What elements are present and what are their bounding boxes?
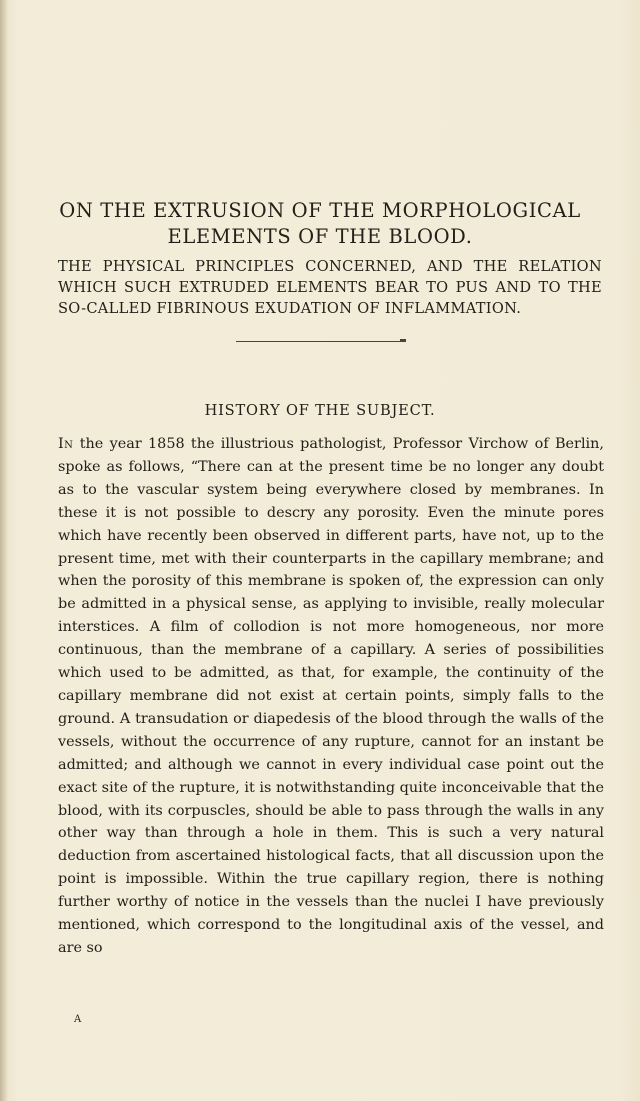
spine-shadow xyxy=(0,0,8,1101)
opening-word: In xyxy=(58,436,74,452)
body-paragraph xyxy=(58,433,604,960)
paragraph-text: the year 1858 the illustrious pathologist, Professor Virchow of Berlin, spoke as follows, “There can at the present time be no longer any doubt as to the vascular system being everywhere closed by membranes. In these it is not possible to descry any porosity. Even the minute pores which have recently been observed in different parts, have not, up to the present time, met with their counterparts in the capillary membrane; and when the porosity of this membrane is spoken of, the expression can only be admitted in a physical sense, as applying to invisible, really molecular interstices. A film of collodion is not more homogeneous, nor more continuous, than the membrane of a capillary. A series of possibilities which used to be admitted, as that, for example, the continuity of the capillary membrane did not exist at certain points, simply falls to the ground. A transudation or diapedesis of the blood through the walls of the vessels, without the occurrence of any rupture, cannot for an instant be admitted; and although we cannot in every individual case point out the exact site of the rupture, it is notwithstanding quite inconceivable that the blood, with its corpuscles, should be able to pass through the walls in any other way than through a hole in them. This is such a very natural deduction from ascertained histological facts, that all discussion upon the point is impossible. Within the true capillary region, there is nothing further worthy of notice in the vessels than the nuclei I have previously mentioned, which correspond to the longitudinal axis of the vessel, and are so xyxy=(58,436,604,956)
article-subtitle: THE PHYSICAL PRINCIPLES CONCERNED, AND THE RELATION WHICH SUCH EXTRUDED ELEMENTS BEAR TO PUS AND TO THE SO-CALLED FIBRINOUS EXUDATION OF INFLAMMATION. xyxy=(58,258,602,317)
article-title: ON THE EXTRUSION OF THE MORPHOLOGICAL ELEMENTS OF THE BLOOD. xyxy=(59,199,581,248)
section-heading: HISTORY OF THE SUBJECT. xyxy=(204,402,436,419)
section-divider xyxy=(236,341,406,342)
signature-mark: A xyxy=(74,1014,82,1025)
